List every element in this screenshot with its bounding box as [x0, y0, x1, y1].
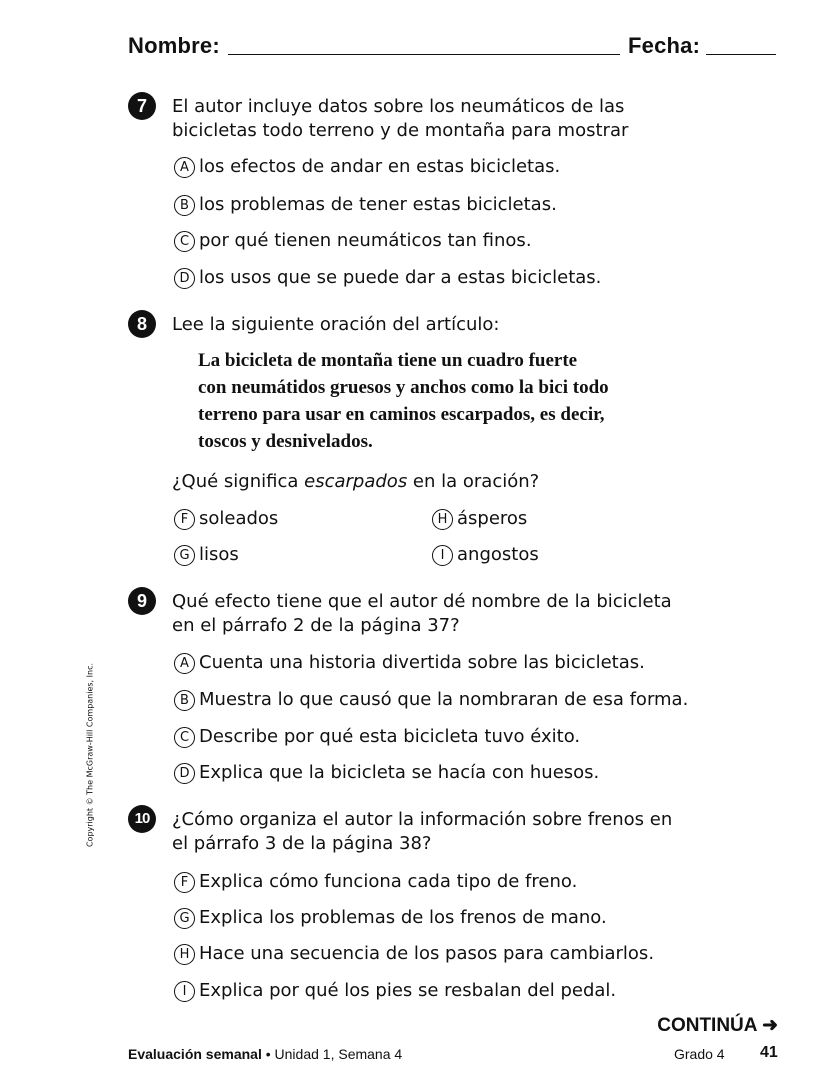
question-10-option-g[interactable]: G Explica los problemas de los frenos de mano.	[174, 906, 607, 930]
answer-bubble[interactable]: D	[174, 763, 195, 784]
copyright-note: Copyright © The McGraw-Hill Companies, Inc.	[85, 662, 95, 848]
date-label: Fecha:	[628, 33, 701, 58]
answer-bubble[interactable]: D	[174, 268, 195, 289]
question-9-option-b[interactable]: B Muestra lo que causó que la nombraran de esa forma.	[174, 688, 688, 712]
question-10-option-f[interactable]: F Explica cómo funciona cada tipo de freno.	[174, 870, 577, 894]
page-number: 41	[760, 1044, 778, 1061]
question-7-option-c[interactable]: C por qué tienen neumáticos tan finos.	[174, 229, 532, 253]
question-8-option-f[interactable]: F soleados	[174, 507, 278, 531]
footer-left	[128, 1046, 402, 1062]
question-9-option-a[interactable]: A Cuenta una historia divertida sobre las bicicletas.	[174, 651, 645, 675]
question-8-number: 8	[128, 310, 156, 338]
answer-bubble[interactable]: G	[174, 545, 195, 566]
answer-bubble[interactable]: C	[174, 231, 195, 252]
answer-bubble[interactable]: H	[432, 509, 453, 530]
question-10-number: 10	[128, 805, 156, 833]
question-7-option-b[interactable]: B los problemas de tener estas bicicletas.	[174, 193, 557, 217]
question-9-number: 9	[128, 587, 156, 615]
continue-label: CONTINÚA ➜	[657, 1015, 778, 1036]
question-7-text: El autor incluye datos sobre los neumáticos de las bicicletas todo terreno y de montaña para mostrar	[172, 96, 629, 141]
answer-bubble[interactable]: I	[432, 545, 453, 566]
answer-bubble[interactable]: G	[174, 908, 195, 929]
footer-unit: Unidad 1, Semana 4	[274, 1046, 403, 1062]
question-8-prompt: ¿Qué significa escarpados en la oración?	[172, 471, 540, 492]
question-7-number: 7	[128, 92, 156, 120]
question-10-option-h[interactable]: H Hace una secuencia de los pasos para cambiarlos.	[174, 942, 654, 966]
footer-separator: •	[265, 1046, 271, 1062]
question-8-option-i[interactable]: I angostos	[432, 543, 539, 567]
answer-bubble[interactable]: I	[174, 981, 195, 1002]
name-label: Nombre:	[128, 33, 220, 58]
date-field[interactable]	[706, 54, 776, 55]
question-8-text: Lee la siguiente oración del artículo:	[172, 314, 500, 335]
question-8-option-h[interactable]: H ásperos	[432, 507, 527, 531]
question-8-option-g[interactable]: G lisos	[174, 543, 239, 567]
answer-bubble[interactable]: F	[174, 872, 195, 893]
footer-grade: Grado 4	[674, 1046, 725, 1062]
question-10-text: ¿Cómo organiza el autor la información sobre frenos en el párrafo 3 de la página 38?	[172, 809, 673, 854]
answer-bubble[interactable]: B	[174, 195, 195, 216]
answer-bubble[interactable]: B	[174, 690, 195, 711]
answer-bubble[interactable]: A	[174, 653, 195, 674]
answer-bubble[interactable]: A	[174, 157, 195, 178]
question-9-option-d[interactable]: D Explica que la bicicleta se hacía con huesos.	[174, 761, 599, 785]
question-7-option-d[interactable]: D los usos que se puede dar a estas bicicletas.	[174, 266, 601, 290]
question-10-option-i[interactable]: I Explica por qué los pies se resbalan del pedal.	[174, 979, 616, 1003]
answer-bubble[interactable]: C	[174, 727, 195, 748]
answer-bubble[interactable]: F	[174, 509, 195, 530]
answer-bubble[interactable]: H	[174, 944, 195, 965]
article-quote: La bicicleta de montaña tiene un cuadro fuerte con neumátidos gruesos y anchos como la bici todo terreno para usar en caminos escarpados, es decir, toscos y desnivelados.	[198, 350, 609, 452]
name-field[interactable]	[228, 54, 620, 55]
question-9-text: Qué efecto tiene que el autor dé nombre de la bicicleta en el párrafo 2 de la página 37?	[172, 591, 672, 636]
question-7-option-a[interactable]: A los efectos de andar en estas bicicletas.	[174, 155, 560, 179]
question-9-option-c[interactable]: C Describe por qué esta bicicleta tuvo éxito.	[174, 725, 580, 749]
footer-title: Evaluación semanal	[128, 1046, 262, 1062]
